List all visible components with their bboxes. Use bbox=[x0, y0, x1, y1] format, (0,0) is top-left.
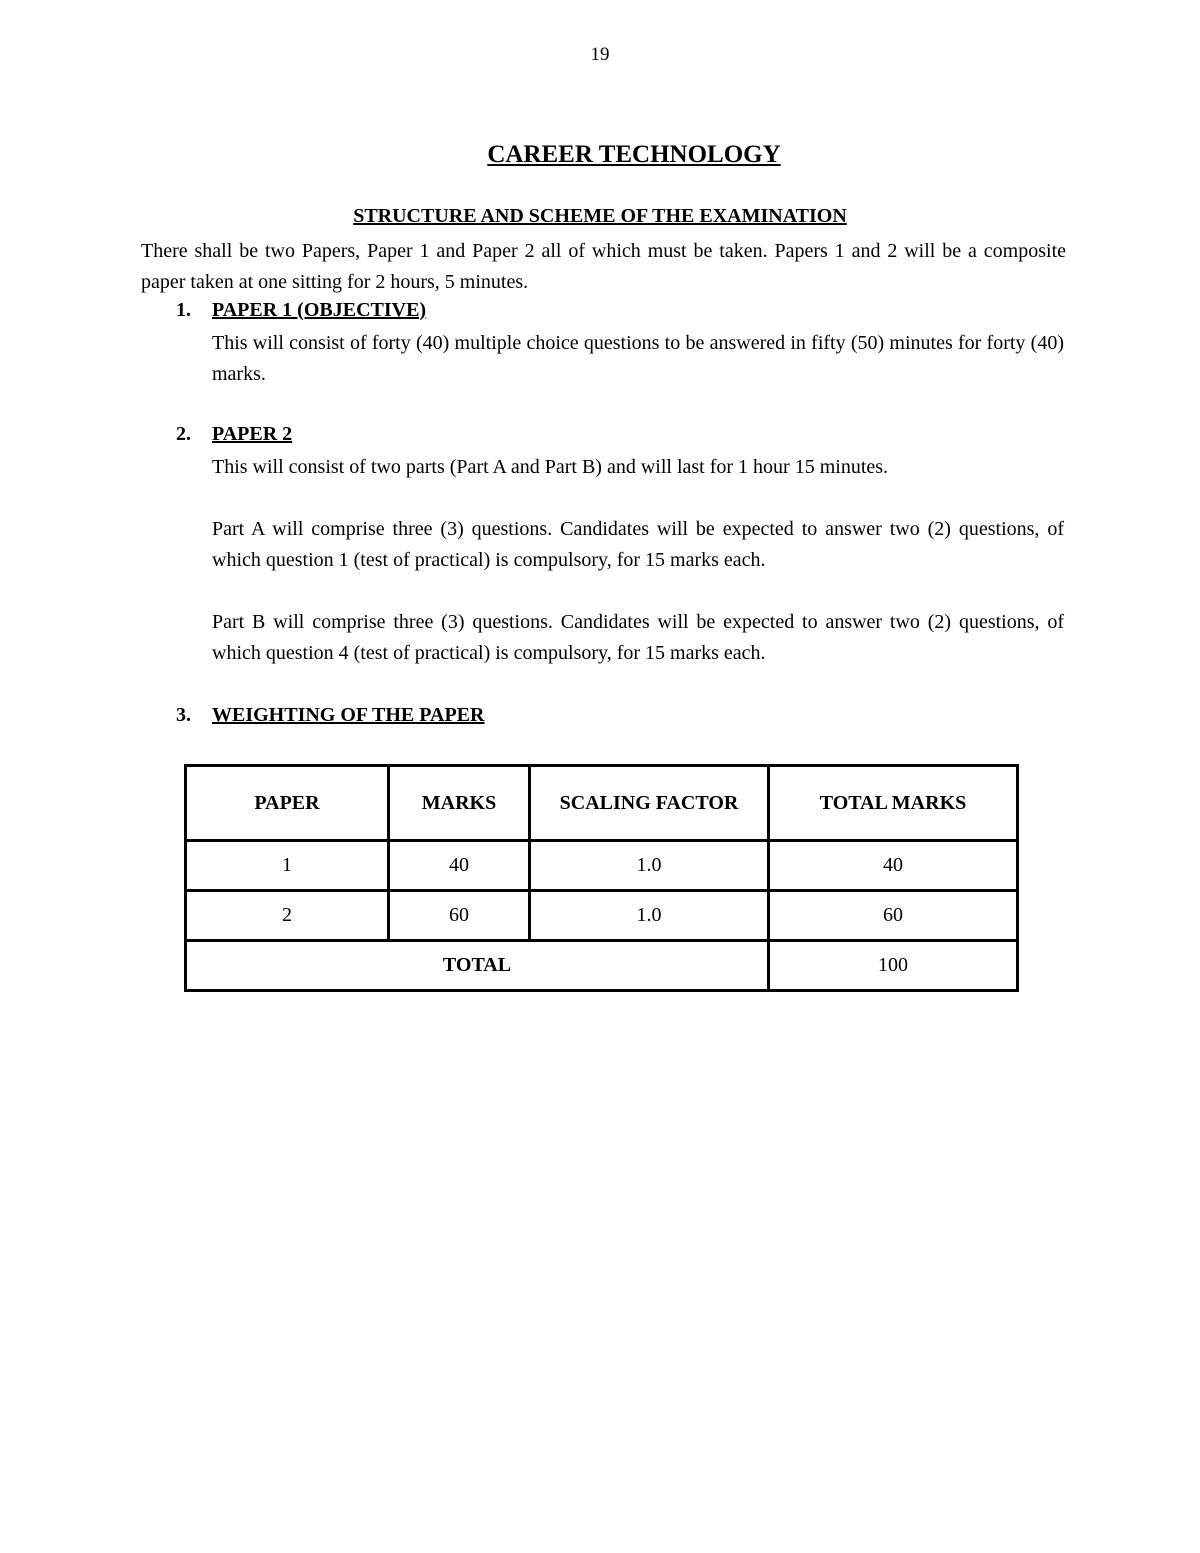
table-total-row bbox=[186, 941, 1018, 991]
column-header: SCALING FACTOR bbox=[530, 766, 769, 841]
part-a-description: Part A will comprise three (3) questions. Candidates will be expected to answer two (2) questions, of which question 1 (test of practical) is compulsory, for 15 marks each. bbox=[212, 518, 1064, 571]
table-cell: 1.0 bbox=[530, 891, 769, 941]
weighting-table bbox=[184, 764, 1019, 992]
table-cell: 40 bbox=[769, 841, 1018, 891]
section-heading-weighting: WEIGHTING OF THE PAPER bbox=[212, 704, 485, 726]
section-heading-paper2: PAPER 2 bbox=[212, 423, 293, 445]
table-header-row bbox=[186, 766, 1018, 841]
table-cell: 40 bbox=[389, 841, 530, 891]
page-number: 19 bbox=[590, 44, 610, 65]
total-value: 100 bbox=[769, 941, 1018, 991]
section-number: 1. bbox=[176, 299, 191, 321]
section-subtitle: STRUCTURE AND SCHEME OF THE EXAMINATION bbox=[353, 205, 847, 227]
column-header: PAPER bbox=[186, 766, 389, 841]
document-title: CAREER TECHNOLOGY bbox=[487, 141, 781, 168]
part-b-description: Part B will comprise three (3) questions. Candidates will be expected to answer two (2) questions, of which question 4 (test of practical) is compulsory, for 15 marks each. bbox=[212, 611, 1064, 664]
table-row bbox=[186, 891, 1018, 941]
table-cell: 1 bbox=[186, 841, 389, 891]
intro-paragraph: There shall be two Papers, Paper 1 and Paper 2 all of which must be taken. Papers 1 and 2 will be a composite paper taken at one sitting for 2 hours, 5 minutes. bbox=[141, 240, 1066, 293]
table-cell: 60 bbox=[769, 891, 1018, 941]
section-number: 3. bbox=[176, 704, 191, 726]
table-cell: 2 bbox=[186, 891, 389, 941]
paper1-description: This will consist of forty (40) multiple choice questions to be answered in fifty (50) minutes for forty (40) marks. bbox=[212, 332, 1064, 385]
table-cell: 60 bbox=[389, 891, 530, 941]
section-heading-paper1: PAPER 1 (OBJECTIVE) bbox=[212, 299, 427, 321]
table-row bbox=[186, 841, 1018, 891]
table-cell: 1.0 bbox=[530, 841, 769, 891]
column-header: TOTAL MARKS bbox=[769, 766, 1018, 841]
paper2-description: This will consist of two parts (Part A and Part B) and will last for 1 hour 15 minutes. bbox=[212, 456, 889, 478]
section-number: 2. bbox=[176, 423, 191, 445]
column-header: MARKS bbox=[389, 766, 530, 841]
total-label: TOTAL bbox=[186, 941, 769, 991]
